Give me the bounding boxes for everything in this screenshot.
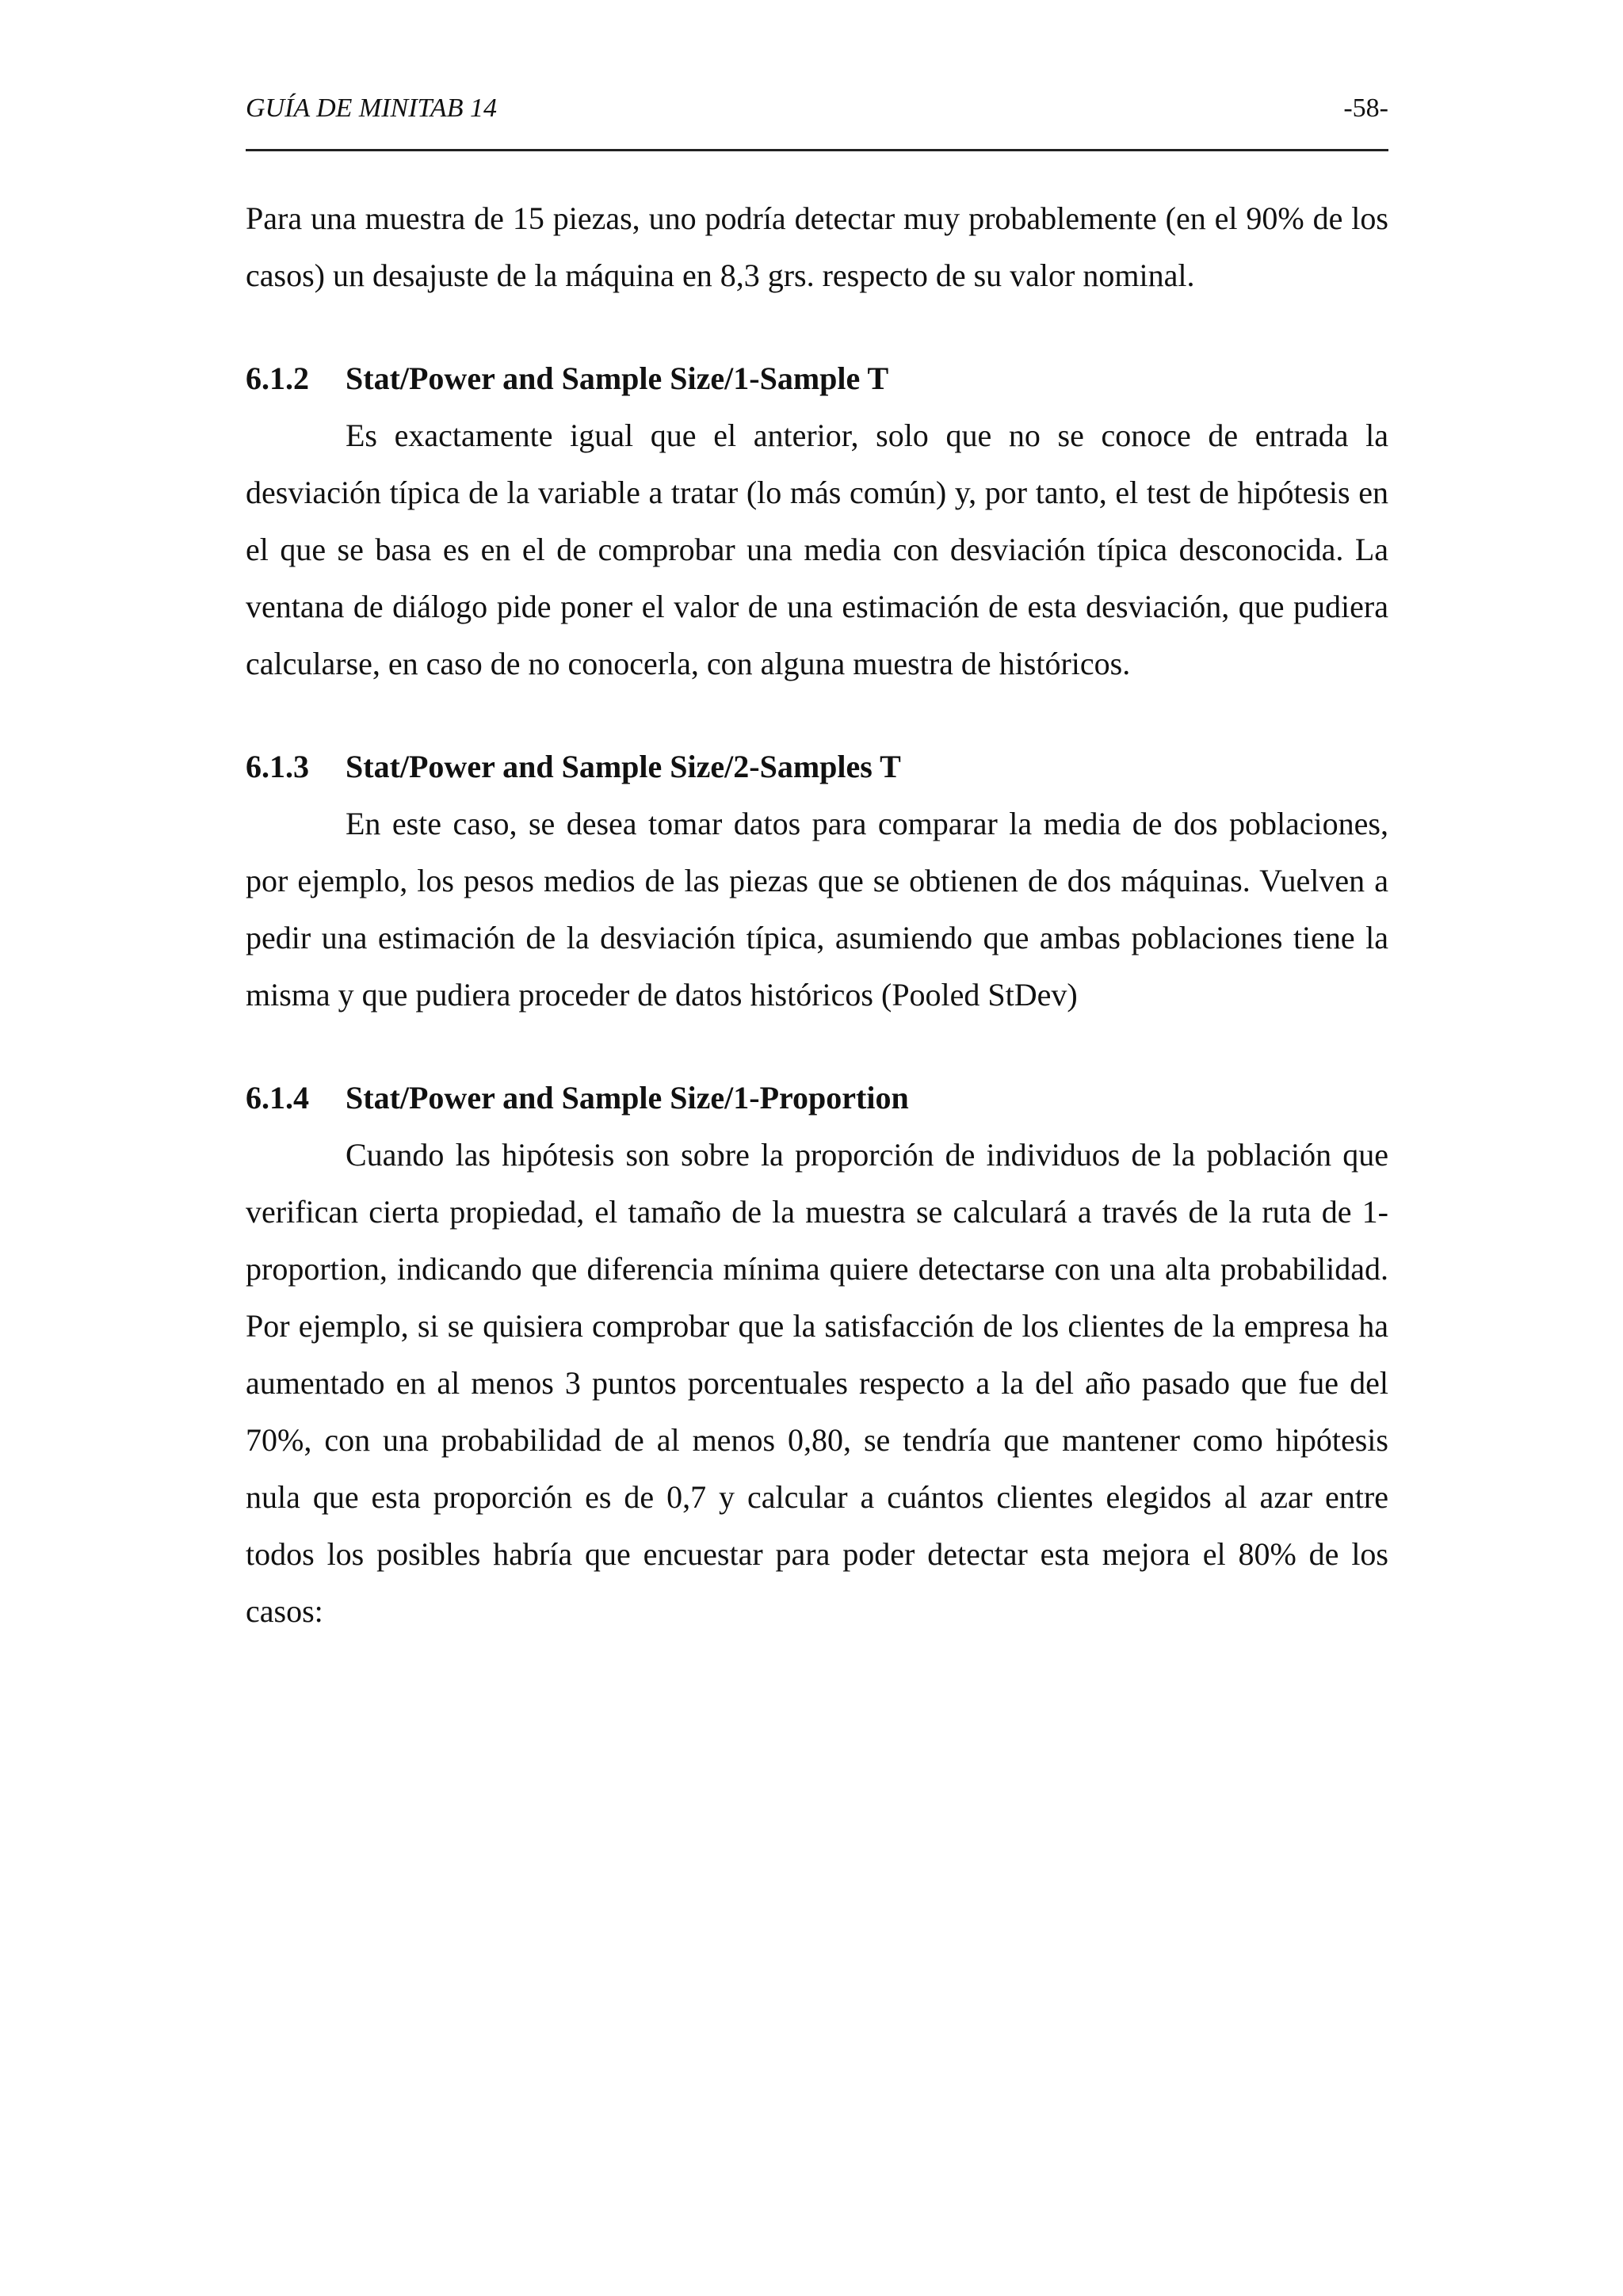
section-body: En este caso, se desea tomar datos para comparar la media de dos poblaciones, por ejemplo, los pesos medios de las piezas que se obtienen de dos máquinas. Vuelven a pedir una estimación de la desviación típica, asumiendo que ambas poblaciones tiene la misma y que pudiera proceder de datos históricos (Pooled StDev) [246,806,1388,1013]
section-6-1-2 [246,350,1388,692]
document-body [246,190,1388,1686]
section-heading [246,1070,1388,1127]
section-6-1-3 [246,738,1388,1024]
section-number: 6.1.3 [246,749,309,784]
section-body: Cuando las hipótesis son sobre la proporción de individuos de la población que verifican cierta propiedad, el tamaño de la muestra se calculará a través de la ruta de 1-proportion, indicando que diferencia mínima quiere detectarse con una alta probabilidad. Por ejemplo, si se quisiera comprobar que la satisfacción de los clientes de la empresa ha aumentado en al menos 3 puntos porcentuales respecto a la del año pasado que fue del 70%, con una probabilidad de al menos 0,80, se tendría que mantener como hipótesis nula que esta proporción es de 0,7 y calcular a cuántos clientes elegidos al azar entre todos los posibles habría que encuestar para poder detectar esta mejora el 80% de los casos: [246,1137,1388,1629]
intro-paragraph: Para una muestra de 15 piezas, uno podría detectar muy probablemente (en el 90% de los casos) un desajuste de la máquina en 8,3 grs. respecto de su valor nominal. [246,200,1388,293]
header-title: GUÍA DE MINITAB 14 [246,93,497,123]
section-title: Stat/Power and Sample Size/2-Samples T [346,749,901,784]
page-number: -58- [1343,93,1388,123]
section-6-1-4 [246,1070,1388,1640]
section-body: Es exactamente igual que el anterior, solo que no se conoce de entrada la desviación típica de la variable a tratar (lo más común) y, por tanto, el test de hipótesis en el que se basa es en el de comprobar una media con desviación típica desconocida. La ventana de diálogo pide poner el valor de una estimación de esta desviación, que pudiera calcularse, en caso de no conocerla, con alguna muestra de históricos. [246,418,1388,681]
section-heading [246,350,1388,407]
section-number: 6.1.2 [246,360,309,396]
section-title: Stat/Power and Sample Size/1-Proportion [346,1080,909,1116]
section-title: Stat/Power and Sample Size/1-Sample T [346,360,889,396]
running-header [246,93,1388,151]
section-heading [246,738,1388,795]
section-number: 6.1.4 [246,1080,309,1116]
